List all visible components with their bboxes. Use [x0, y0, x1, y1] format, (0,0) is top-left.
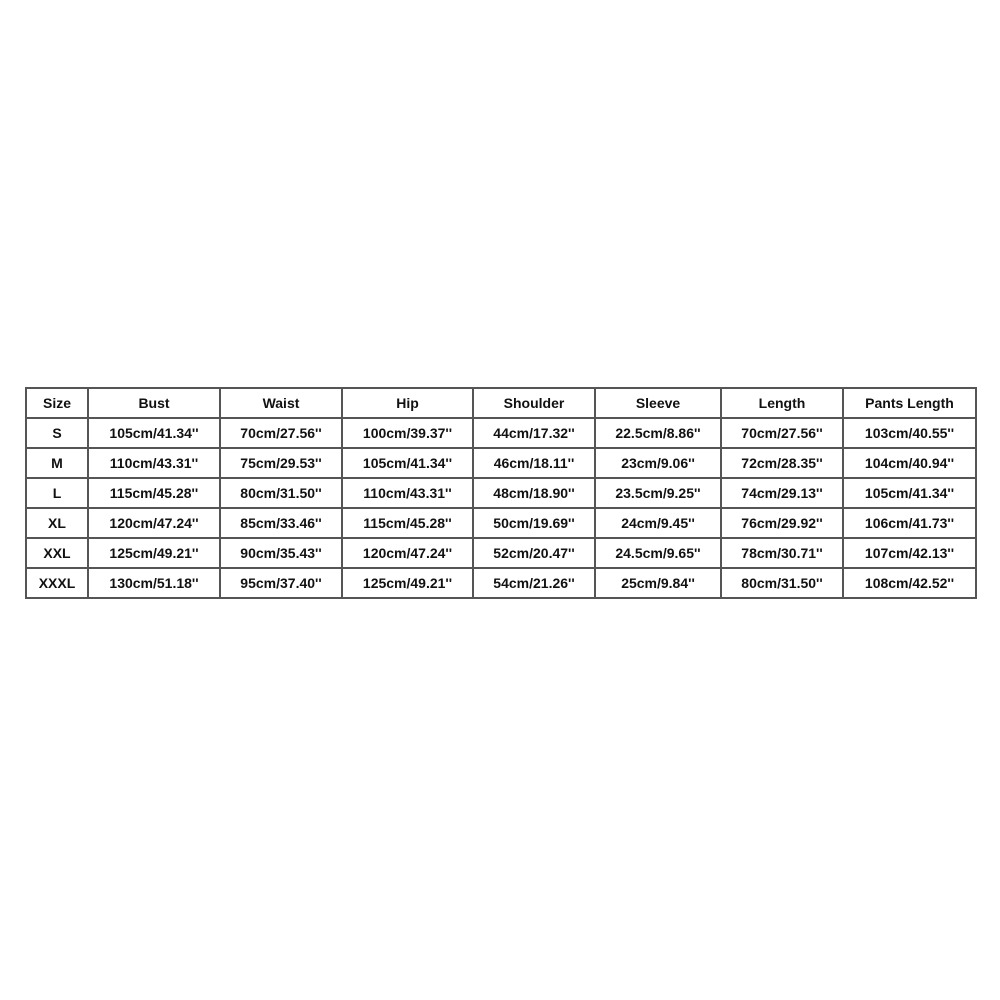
- sleeve-cell: 24.5cm/9.65'': [595, 538, 721, 568]
- table-header-row: [26, 388, 976, 418]
- table-row: [26, 478, 976, 508]
- sleeve-cell: 23.5cm/9.25'': [595, 478, 721, 508]
- size-cell: M: [26, 448, 88, 478]
- shoulder-cell: 50cm/19.69'': [473, 508, 595, 538]
- length-cell: 74cm/29.13'': [721, 478, 843, 508]
- length-cell: 76cm/29.92'': [721, 508, 843, 538]
- shoulder-cell: 46cm/18.11'': [473, 448, 595, 478]
- size-cell: XXL: [26, 538, 88, 568]
- size-chart-table: [25, 387, 977, 599]
- size-cell: XL: [26, 508, 88, 538]
- column-header-size: Size: [26, 388, 88, 418]
- hip-cell: 100cm/39.37'': [342, 418, 473, 448]
- column-header-hip: Hip: [342, 388, 473, 418]
- shoulder-cell: 54cm/21.26'': [473, 568, 595, 598]
- waist-cell: 75cm/29.53'': [220, 448, 342, 478]
- pants-length-cell: 105cm/41.34'': [843, 478, 976, 508]
- length-cell: 70cm/27.56'': [721, 418, 843, 448]
- column-header-shoulder: Shoulder: [473, 388, 595, 418]
- bust-cell: 130cm/51.18'': [88, 568, 220, 598]
- sleeve-cell: 23cm/9.06'': [595, 448, 721, 478]
- hip-cell: 105cm/41.34'': [342, 448, 473, 478]
- pants-length-cell: 108cm/42.52'': [843, 568, 976, 598]
- shoulder-cell: 44cm/17.32'': [473, 418, 595, 448]
- hip-cell: 110cm/43.31'': [342, 478, 473, 508]
- table-row: [26, 508, 976, 538]
- bust-cell: 120cm/47.24'': [88, 508, 220, 538]
- pants-length-cell: 106cm/41.73'': [843, 508, 976, 538]
- pants-length-cell: 107cm/42.13'': [843, 538, 976, 568]
- bust-cell: 125cm/49.21'': [88, 538, 220, 568]
- table-row: [26, 538, 976, 568]
- hip-cell: 125cm/49.21'': [342, 568, 473, 598]
- pants-length-cell: 103cm/40.55'': [843, 418, 976, 448]
- size-cell: S: [26, 418, 88, 448]
- size-cell: XXXL: [26, 568, 88, 598]
- waist-cell: 70cm/27.56'': [220, 418, 342, 448]
- length-cell: 72cm/28.35'': [721, 448, 843, 478]
- hip-cell: 120cm/47.24'': [342, 538, 473, 568]
- column-header-waist: Waist: [220, 388, 342, 418]
- sleeve-cell: 22.5cm/8.86'': [595, 418, 721, 448]
- table-row: [26, 568, 976, 598]
- waist-cell: 90cm/35.43'': [220, 538, 342, 568]
- length-cell: 78cm/30.71'': [721, 538, 843, 568]
- column-header-pants-length: Pants Length: [843, 388, 976, 418]
- waist-cell: 80cm/31.50'': [220, 478, 342, 508]
- bust-cell: 105cm/41.34'': [88, 418, 220, 448]
- waist-cell: 85cm/33.46'': [220, 508, 342, 538]
- size-cell: L: [26, 478, 88, 508]
- waist-cell: 95cm/37.40'': [220, 568, 342, 598]
- sleeve-cell: 25cm/9.84'': [595, 568, 721, 598]
- pants-length-cell: 104cm/40.94'': [843, 448, 976, 478]
- column-header-length: Length: [721, 388, 843, 418]
- table-row: [26, 448, 976, 478]
- bust-cell: 115cm/45.28'': [88, 478, 220, 508]
- column-header-bust: Bust: [88, 388, 220, 418]
- length-cell: 80cm/31.50'': [721, 568, 843, 598]
- shoulder-cell: 48cm/18.90'': [473, 478, 595, 508]
- shoulder-cell: 52cm/20.47'': [473, 538, 595, 568]
- hip-cell: 115cm/45.28'': [342, 508, 473, 538]
- sleeve-cell: 24cm/9.45'': [595, 508, 721, 538]
- column-header-sleeve: Sleeve: [595, 388, 721, 418]
- bust-cell: 110cm/43.31'': [88, 448, 220, 478]
- table-row: [26, 418, 976, 448]
